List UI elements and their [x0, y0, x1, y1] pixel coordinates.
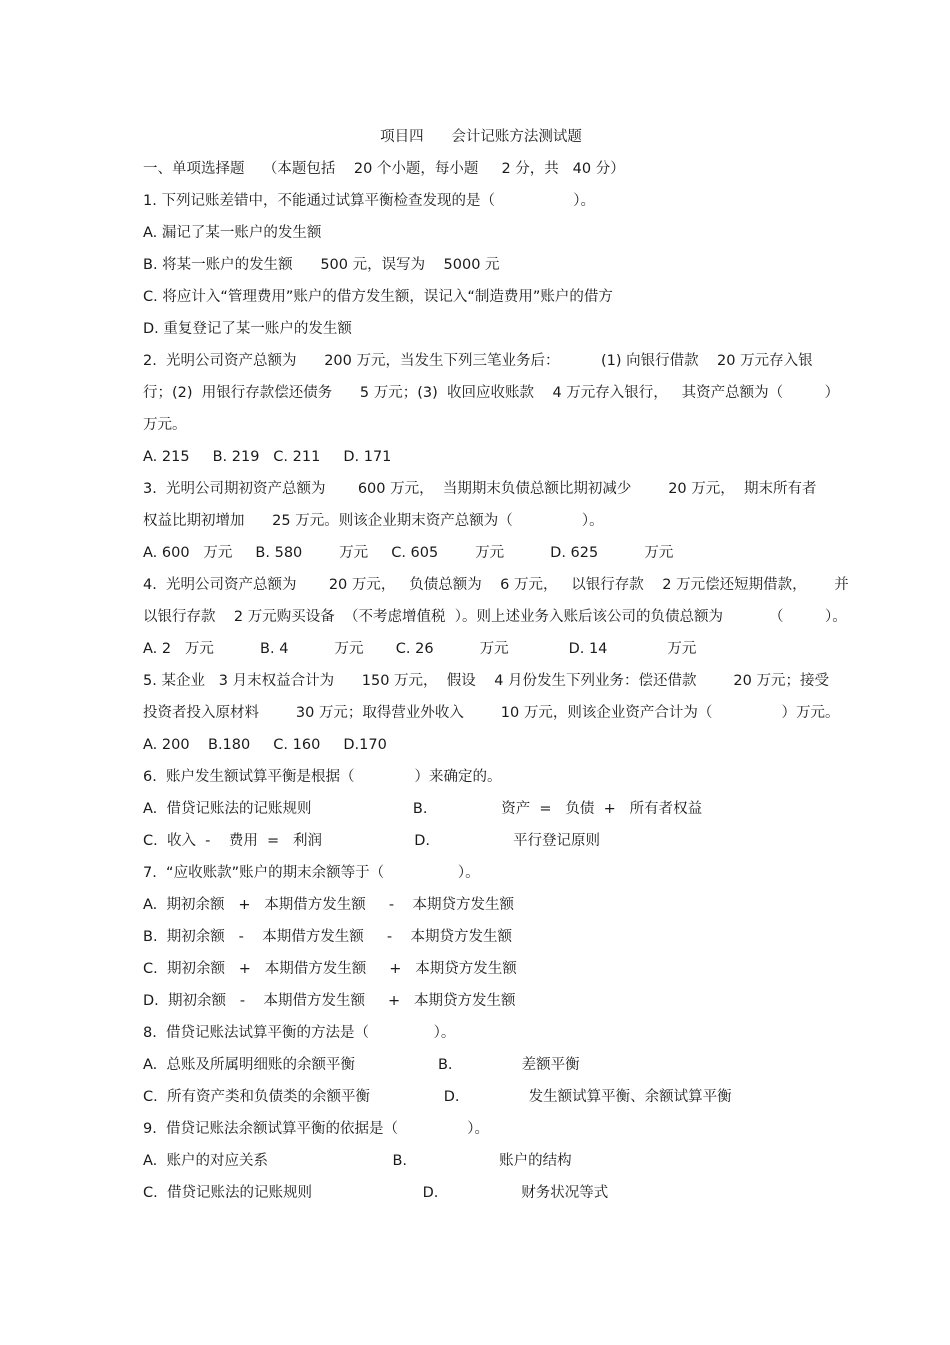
- section-heading: 一、单项选择题 （本题包括 20 个小题，每小题 2 分，共 40 分）: [143, 161, 625, 177]
- option-line: B. 将某一账户的发生额 500 元，误写为 5000 元: [143, 257, 500, 273]
- option-line: C. 将应计入“管理费用”账户的借方发生额，误记入“制造费用”账户的借方: [143, 289, 613, 305]
- document-title: 项目四 会计记账方法测试题: [380, 129, 582, 145]
- question-line: 9. 借贷记账法余额试算平衡的依据是（ ）。: [143, 1121, 489, 1137]
- option-line: D. 期初余额 - 本期借方发生额 + 本期贷方发生额: [143, 993, 516, 1009]
- option-line: C. 借贷记账法的记账规则 D. 财务状况等式: [143, 1185, 609, 1201]
- option-line: A. 215 B. 219 C. 211 D. 171: [143, 449, 392, 465]
- question-line: 以银行存款 2 万元购买设备 （不考虑增值税 ）。则上述业务入账后该公司的负债总额为 （ ）。: [143, 609, 847, 625]
- option-line: A. 期初余额 + 本期借方发生额 - 本期贷方发生额: [143, 897, 515, 913]
- option-line: C. 收入 - 费用 = 利润 D. 平行登记原则: [143, 833, 600, 849]
- option-line: A. 漏记了某一账户的发生额: [143, 225, 322, 241]
- question-line: 1. 下列记账差错中，不能通过试算平衡检查发现的是（ ）。: [143, 193, 596, 209]
- question-line: 5. 某企业 3 月末权益合计为 150 万元， 假设 4 月份发生下列业务：偿还借款 20 万元；接受: [143, 673, 829, 689]
- option-line: A. 总账及所属明细账的余额平衡 B. 差额平衡: [143, 1057, 580, 1073]
- question-line: 行；(2) 用银行存款偿还债务 5 万元；(3) 收回应收账款 4 万元存入银行， 其资产总额为（ ）: [143, 385, 840, 401]
- option-line: B. 期初余额 - 本期借方发生额 - 本期贷方发生额: [143, 929, 512, 945]
- option-line: A. 账户的对应关系 B. 账户的结构: [143, 1153, 572, 1169]
- option-line: A. 200 B.180 C. 160 D.170: [143, 737, 387, 753]
- option-line: A. 2 万元 B. 4 万元 C. 26 万元 D. 14 万元: [143, 641, 697, 657]
- option-line: C. 期初余额 + 本期借方发生额 + 本期贷方发生额: [143, 961, 517, 977]
- question-line: 8. 借贷记账法试算平衡的方法是（ ）。: [143, 1025, 456, 1041]
- question-line: 7. “应收账款”账户的期末余额等于（ ）。: [143, 865, 480, 881]
- question-line: 4. 光明公司资产总额为 20 万元， 负债总额为 6 万元， 以银行存款 2 万元偿还短期借款， 并: [143, 577, 849, 593]
- option-line: C. 所有资产类和负债类的余额平衡 D. 发生额试算平衡、余额试算平衡: [143, 1089, 732, 1105]
- option-line: A. 借贷记账法的记账规则 B. 资产 = 负债 + 所有者权益: [143, 801, 703, 817]
- question-line: 万元。: [143, 417, 187, 433]
- question-line: 6. 账户发生额试算平衡是根据（ ）来确定的。: [143, 769, 502, 785]
- question-line: 3. 光明公司期初资产总额为 600 万元， 当期期末负债总额比期初减少 20 万元， 期末所有者: [143, 481, 817, 497]
- option-line: A. 600 万元 B. 580 万元 C. 605 万元 D. 625 万元: [143, 545, 674, 561]
- option-line: D. 重复登记了某一账户的发生额: [143, 321, 352, 337]
- question-line: 权益比期初增加 25 万元。则该企业期末资产总额为（ ）。: [143, 513, 604, 529]
- question-line: 投资者投入原材料 30 万元；取得营业外收入 10 万元，则该企业资产合计为（ ）万元。: [143, 705, 840, 721]
- question-line: 2. 光明公司资产总额为 200 万元，当发生下列三笔业务后： (1) 向银行借款 20 万元存入银: [143, 353, 813, 369]
